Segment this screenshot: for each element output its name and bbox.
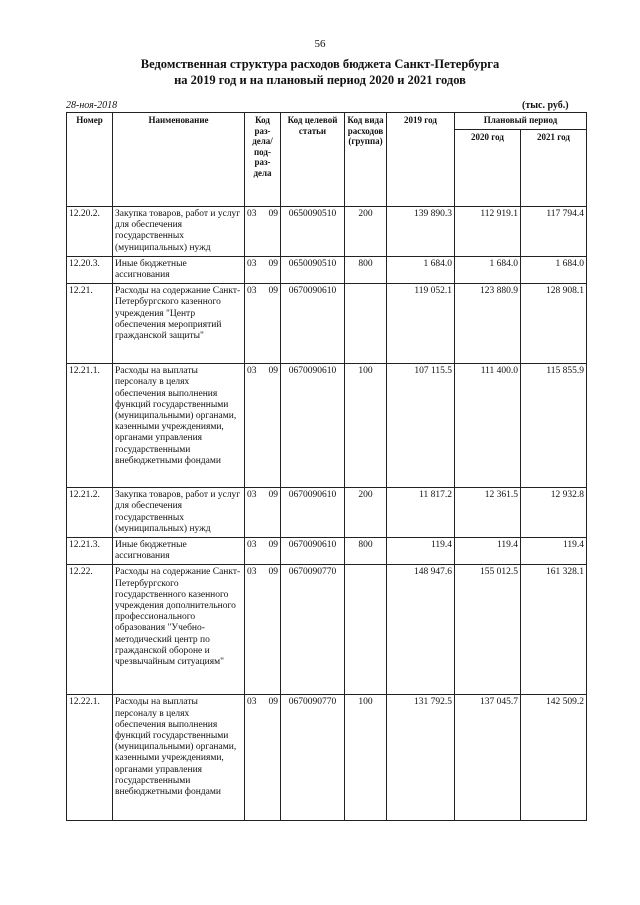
row-number: 12.21.2. (67, 488, 113, 538)
row-section-code (245, 565, 281, 695)
row-value-2020: 111 400.0 (455, 364, 521, 488)
row-value-2021: 161 328.1 (521, 565, 587, 695)
row-expense-type: 200 (345, 488, 387, 538)
subsection-code: 09 (268, 697, 278, 708)
row-name: Закупка товаров, работ и услуг для обеспечения государственных (муниципальных) нужд (113, 488, 245, 538)
table-row (67, 538, 587, 565)
row-value-2021: 1 684.0 (521, 256, 587, 283)
row-name: Расходы на выплаты персоналу в целях обеспечения выполнения функций государственными (муниципальными) органами, казенными учреждениями, органами управления государственными внебюджетными фондами (113, 364, 245, 488)
row-value-2019: 11 817.2 (387, 488, 455, 538)
row-expense-type: 200 (345, 207, 387, 257)
row-value-2019: 1 684.0 (387, 256, 455, 283)
table-row (67, 565, 587, 695)
row-value-2020: 123 880.9 (455, 284, 521, 364)
subsection-code: 09 (268, 490, 278, 501)
page-number: 56 (314, 38, 326, 50)
row-name: Иные бюджетные ассигнования (113, 256, 245, 283)
row-value-2020: 12 361.5 (455, 488, 521, 538)
row-number: 12.21.1. (67, 364, 113, 488)
row-name: Закупка товаров, работ и услуг для обеспечения государственных (муниципальных) нужд (113, 207, 245, 257)
document-title (0, 56, 640, 88)
subsection-code: 09 (268, 258, 278, 269)
row-number: 12.20.3. (67, 256, 113, 283)
subsection-code: 09 (268, 209, 278, 219)
row-target-code: 0650090510 (281, 256, 345, 283)
row-expense-type: 800 (345, 256, 387, 283)
row-expense-type: 100 (345, 695, 387, 821)
section-code: 03 (247, 490, 257, 501)
row-expense-type (345, 565, 387, 695)
row-value-2021: 128 908.1 (521, 284, 587, 364)
row-value-2019: 107 115.5 (387, 364, 455, 488)
report-date: 28-ноя-2018 (66, 100, 118, 111)
header-2019: 2019 год (387, 113, 455, 207)
row-value-2021: 142 509.2 (521, 695, 587, 821)
subsection-code: 09 (268, 540, 278, 551)
row-section-code (245, 538, 281, 565)
row-number: 12.21.3. (67, 538, 113, 565)
row-value-2021: 117 794.4 (521, 207, 587, 257)
row-value-2021: 115 855.9 (521, 364, 587, 488)
row-target-code: 0650090510 (281, 207, 345, 257)
row-value-2021: 119.4 (521, 538, 587, 565)
subsection-code: 09 (268, 366, 278, 377)
header-name: Наименование (113, 113, 245, 207)
section-code: 03 (247, 209, 257, 219)
section-code: 03 (247, 258, 257, 269)
row-target-code: 0670090770 (281, 695, 345, 821)
row-expense-type: 800 (345, 538, 387, 565)
table-row (67, 364, 587, 488)
table-row (67, 207, 587, 257)
header-2020: 2020 год (455, 130, 521, 207)
row-expense-type: 100 (345, 364, 387, 488)
header-target-code: Код целевой статьи (281, 113, 345, 207)
section-code: 03 (247, 366, 257, 377)
row-name: Иные бюджетные ассигнования (113, 538, 245, 565)
table-row (67, 256, 587, 283)
row-name: Расходы на содержание Санкт-Петербургского казенного учреждения "Центр обеспечения мероприятий гражданской защиты" (113, 284, 245, 364)
table-row (67, 488, 587, 538)
header-section-code: Код раз- дела/ под- раз- дела (245, 113, 281, 207)
row-target-code: 0670090610 (281, 284, 345, 364)
row-target-code: 0670090610 (281, 488, 345, 538)
header-row (67, 113, 587, 130)
row-value-2020: 112 919.1 (455, 207, 521, 257)
row-target-code: 0670090610 (281, 364, 345, 488)
subsection-code: 09 (268, 567, 278, 578)
row-target-code: 0670090770 (281, 565, 345, 695)
header-planned-period: Плановый период (455, 113, 587, 130)
budget-table (66, 112, 587, 821)
section-code: 03 (247, 540, 257, 551)
row-section-code (245, 284, 281, 364)
row-section-code (245, 488, 281, 538)
row-expense-type (345, 284, 387, 364)
row-name: Расходы на выплаты персоналу в целях обеспечения выполнения функций государственными (муниципальными) органами, казенными учреждениями, органами управления государственными внебюджетными фондами (113, 695, 245, 821)
row-value-2019: 119.4 (387, 538, 455, 565)
title-line-1: Ведомственная структура расходов бюджета Санкт-Петербурга (140, 57, 500, 71)
row-number: 12.20.2. (67, 207, 113, 257)
row-section-code (245, 207, 281, 257)
subsection-code: 09 (268, 286, 278, 297)
section-code: 03 (247, 567, 257, 578)
title-line-2: на 2019 год и на плановый период 2020 и 2021 годов (174, 73, 466, 87)
row-name: Расходы на содержание Санкт-Петербургского государственного казенного учреждения дополнительного профессионального образования "Учебно-методический центр по гражданской обороне и чрезвычайным ситуациям" (113, 565, 245, 695)
row-section-code (245, 364, 281, 488)
row-value-2020: 155 012.5 (455, 565, 521, 695)
row-value-2019: 148 947.6 (387, 565, 455, 695)
section-code: 03 (247, 286, 257, 297)
row-number: 12.22. (67, 565, 113, 695)
section-code: 03 (247, 697, 257, 708)
row-value-2020: 119.4 (455, 538, 521, 565)
row-value-2020: 137 045.7 (455, 695, 521, 821)
units-label: (тыс. руб.) (522, 100, 569, 111)
row-value-2019: 139 890.3 (387, 207, 455, 257)
row-value-2020: 1 684.0 (455, 256, 521, 283)
row-value-2021: 12 932.8 (521, 488, 587, 538)
header-expense-type: Код вида расходов (группа) (345, 113, 387, 207)
row-section-code (245, 256, 281, 283)
row-number: 12.22.1. (67, 695, 113, 821)
row-section-code (245, 695, 281, 821)
row-value-2019: 119 052.1 (387, 284, 455, 364)
header-number: Номер (67, 113, 113, 207)
row-number: 12.21. (67, 284, 113, 364)
header-2021: 2021 год (521, 130, 587, 207)
row-value-2019: 131 792.5 (387, 695, 455, 821)
row-target-code: 0670090610 (281, 538, 345, 565)
table-row (67, 284, 587, 364)
table-row (67, 695, 587, 821)
